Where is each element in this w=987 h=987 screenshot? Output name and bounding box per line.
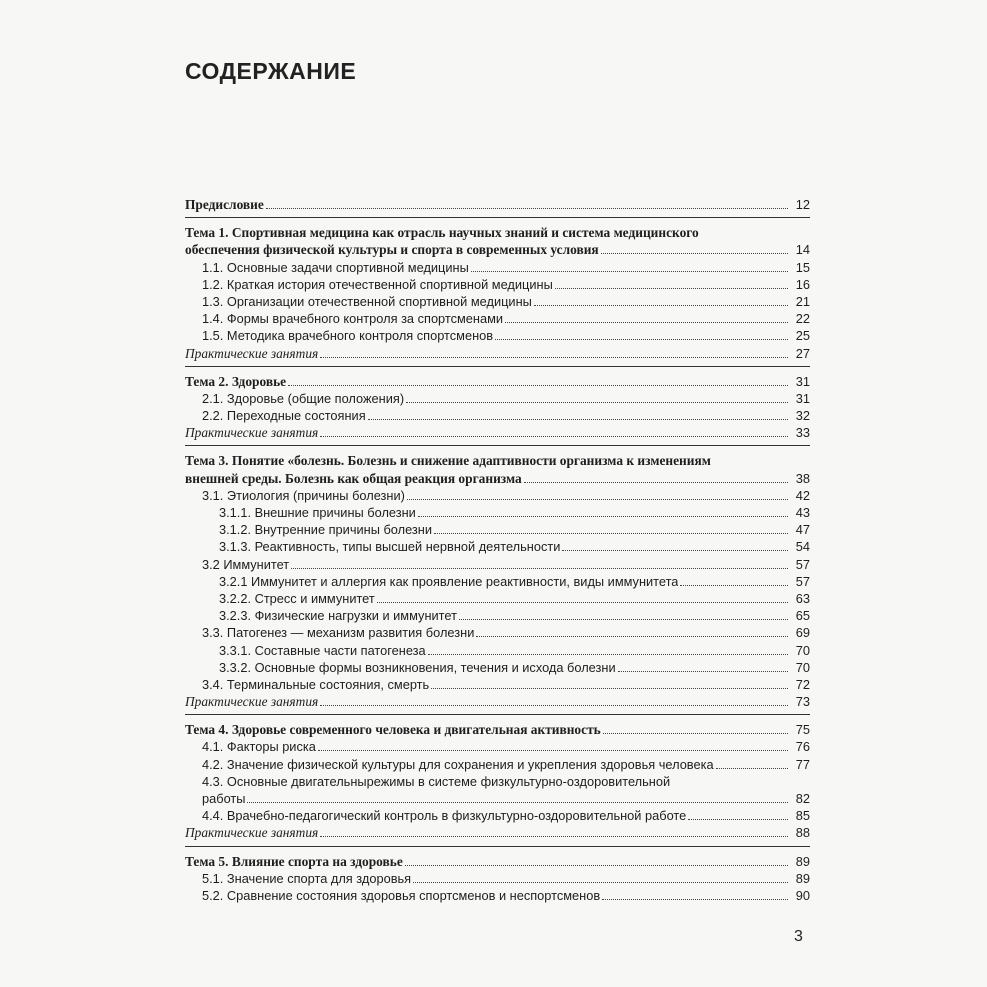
toc-entry-page: 77 xyxy=(795,756,810,772)
dot-leader xyxy=(320,836,788,837)
toc-entry-page: 70 xyxy=(795,642,810,658)
toc-entry-label: 1.5. Методика врачебного контроля спортсменов xyxy=(202,328,494,344)
toc-item xyxy=(185,538,810,555)
dot-leader xyxy=(413,882,788,883)
dot-leader xyxy=(471,271,788,272)
toc-entry-page: 89 xyxy=(795,870,810,886)
section-divider xyxy=(185,217,810,218)
toc-entry-page: 63 xyxy=(795,590,810,606)
toc-item xyxy=(185,790,810,807)
dot-leader xyxy=(716,768,788,769)
toc-entry-label: обеспечения физической культуры и спорта в современных условия xyxy=(185,242,599,258)
dot-leader xyxy=(601,253,788,254)
toc-entry-label: 3.1.3. Реактивность, типы высшей нервной деятельности xyxy=(219,539,561,555)
toc-entry-label: 3.2.2. Стресс и иммунитет xyxy=(219,590,375,606)
dot-leader xyxy=(288,385,788,386)
dot-leader xyxy=(562,550,788,551)
toc-entry-label: 3.4. Терминальные состояния, смерть xyxy=(202,676,430,692)
toc-item xyxy=(185,738,810,755)
toc-entry-page: 12 xyxy=(795,197,810,212)
toc-entry-label: 3.1. Этиология (причины болезни) xyxy=(202,487,405,503)
dot-leader xyxy=(618,671,788,672)
toc-item xyxy=(185,624,810,641)
toc-entry-page: 69 xyxy=(795,625,810,641)
toc-item xyxy=(185,807,810,824)
toc-entry-page: 43 xyxy=(795,505,810,520)
toc-entry-page: 38 xyxy=(795,470,810,486)
toc-item xyxy=(185,887,810,904)
toc-entry-page: 15 xyxy=(795,259,810,275)
toc-practice xyxy=(185,693,810,710)
toc-preface xyxy=(185,196,810,213)
toc-entry-label: 4.3. Основные двигательнырежимы в системе физкультурно-оздоровительной xyxy=(202,773,671,789)
toc-entry-label: 2.2. Переходные состояния xyxy=(202,408,366,424)
toc-practice xyxy=(185,824,810,841)
toc-entry-label: 3.2 Иммунитет xyxy=(202,556,290,572)
dot-leader xyxy=(320,705,788,706)
dot-leader xyxy=(318,750,788,751)
toc-entry-page: 82 xyxy=(795,791,810,806)
toc-entry-page: 25 xyxy=(795,328,810,344)
toc-entry-label: Практические занятия xyxy=(185,345,319,361)
toc-practice xyxy=(185,345,810,362)
toc-item xyxy=(185,259,810,276)
toc-entry-page: 70 xyxy=(795,659,810,675)
dot-leader xyxy=(320,436,788,437)
toc-entry-label: 1.3. Организации отечественной спортивной медицины xyxy=(202,293,532,309)
dot-leader xyxy=(428,654,788,655)
toc-item xyxy=(185,556,810,573)
toc-topic-title xyxy=(185,853,810,870)
toc-entry-label: Тема 1. Спортивная медицина как отрасль научных знаний и система медицинского xyxy=(185,225,699,241)
toc-item xyxy=(185,756,810,773)
toc-entry-label: Тема 4. Здоровье современного человека и двигательная активность xyxy=(185,722,601,738)
dot-leader xyxy=(602,899,788,900)
dot-leader xyxy=(459,619,788,620)
section-divider xyxy=(185,445,810,446)
dot-leader xyxy=(291,568,788,569)
toc-topic-title xyxy=(185,452,810,469)
toc-entry-page: 85 xyxy=(795,808,810,824)
toc-item xyxy=(185,659,810,676)
dot-leader xyxy=(524,482,788,483)
toc-topic-title xyxy=(185,373,810,390)
toc-topic-title xyxy=(185,241,810,258)
toc-practice xyxy=(185,424,810,441)
dot-leader xyxy=(495,339,788,340)
toc-item xyxy=(185,573,810,590)
toc-item xyxy=(185,293,810,310)
toc-item xyxy=(185,407,810,424)
toc-entry-label: 4.4. Врачебно-педагогический контроль в физкультурно-оздоровительной работе xyxy=(202,808,687,824)
toc-item xyxy=(185,642,810,659)
toc-entry-label: 1.2. Краткая история отечественной спортивной медицины xyxy=(202,276,553,292)
toc-entry-page: 73 xyxy=(795,694,810,710)
dot-leader xyxy=(555,288,788,289)
toc-entry-page: 54 xyxy=(795,539,810,555)
toc-entry-label: 5.2. Сравнение состояния здоровья спортсменов и неспортсменов xyxy=(202,887,601,903)
toc-entry-label: 3.3.2. Основные формы возникновения, течения и исхода болезни xyxy=(219,659,616,675)
dot-leader xyxy=(434,533,788,534)
toc-entry-page: 21 xyxy=(795,293,810,309)
toc-entry-label: 4.1. Факторы риска xyxy=(202,739,316,755)
section-divider xyxy=(185,714,810,715)
toc-entry-label: работы xyxy=(202,791,246,806)
dot-leader xyxy=(476,636,788,637)
toc-entry-page: 57 xyxy=(795,573,810,589)
toc-entry-page: 14 xyxy=(795,242,810,258)
toc-entry-label: внешней среды. Болезнь как общая реакция организма xyxy=(185,470,522,486)
toc-entry-label: Тема 5. Влияние спорта на здоровье xyxy=(185,853,403,869)
toc-entry-label: Тема 2. Здоровье xyxy=(185,373,287,389)
section-divider xyxy=(185,846,810,847)
dot-leader xyxy=(406,402,788,403)
toc-item xyxy=(185,870,810,887)
toc-entry-page: 31 xyxy=(795,390,810,406)
toc-entry-label: Практические занятия xyxy=(185,825,319,841)
toc-item xyxy=(185,276,810,293)
section-divider xyxy=(185,366,810,367)
toc-entry-label: 3.3. Патогенез — механизм развития болезни xyxy=(202,625,475,641)
toc-entry-label: 3.1.2. Внутренние причины болезни xyxy=(219,522,433,538)
dot-leader xyxy=(368,419,788,420)
toc-entry-page: 72 xyxy=(795,676,810,692)
toc-entry-label: 3.2.1 Иммунитет и аллергия как проявление реактивности, виды иммунитета xyxy=(219,573,679,589)
toc-entry-page: 16 xyxy=(795,276,810,292)
dot-leader xyxy=(505,322,788,323)
toc-item xyxy=(185,590,810,607)
toc-item xyxy=(185,390,810,407)
dot-leader xyxy=(405,865,788,866)
toc-entry-page: 47 xyxy=(795,522,810,538)
dot-leader xyxy=(431,688,788,689)
page-heading: СОДЕРЖАНИЕ xyxy=(185,58,357,84)
toc-entry-page: 22 xyxy=(795,311,810,327)
dot-leader xyxy=(418,516,788,517)
toc-entry-page: 33 xyxy=(795,425,810,441)
dot-leader xyxy=(320,357,788,358)
toc-item xyxy=(185,504,810,521)
toc-entry-label: Тема 3. Понятие «болезнь. Болезнь и снижение адаптивности организма к изменениям xyxy=(185,453,711,469)
toc-entry-label: Практические занятия xyxy=(185,425,319,441)
toc-entry-page: 90 xyxy=(795,887,810,903)
toc-entry-label: 3.3.1. Составные части патогенеза xyxy=(219,642,426,658)
toc-entry-label: 1.1. Основные задачи спортивной медицины xyxy=(202,259,469,275)
toc-item xyxy=(185,521,810,538)
dot-leader xyxy=(407,499,788,500)
toc-entry-label: 1.4. Формы врачебного контроля за спортсменами xyxy=(202,311,504,327)
page-number: 3 xyxy=(794,928,803,945)
dot-leader xyxy=(377,602,788,603)
dot-leader xyxy=(603,733,788,734)
dot-leader xyxy=(534,305,788,306)
toc-entry-label: 3.2.3. Физические нагрузки и иммунитет xyxy=(219,608,457,624)
toc-entry-page: 42 xyxy=(795,487,810,503)
toc-entry-page: 75 xyxy=(795,722,810,738)
toc-topic-title xyxy=(185,721,810,738)
toc-topic-title xyxy=(185,470,810,487)
dot-leader xyxy=(247,802,788,803)
toc-entry-page: 32 xyxy=(795,408,810,424)
toc-entry-page: 88 xyxy=(795,825,810,841)
toc-entry-label: 2.1. Здоровье (общие положения) xyxy=(202,390,405,406)
dot-leader xyxy=(680,585,788,586)
toc-entry-page: 57 xyxy=(795,556,810,572)
toc-entry-page: 27 xyxy=(795,345,810,361)
toc-entry-label: 4.2. Значение физической культуры для сохранения и укрепления здоровья человека xyxy=(202,756,714,772)
dot-leader xyxy=(688,819,788,820)
toc-entry-page: 31 xyxy=(795,373,810,389)
toc-item xyxy=(185,310,810,327)
toc-topic-title xyxy=(185,224,810,241)
toc-item xyxy=(185,327,810,344)
toc-entry-label: Практические занятия xyxy=(185,694,319,710)
toc-entry-label: 3.1.1. Внешние причины болезни xyxy=(219,505,416,520)
toc-entry-label: 5.1. Значение спорта для здоровья xyxy=(202,870,412,886)
toc-item xyxy=(185,607,810,624)
toc-item xyxy=(185,773,810,790)
table-of-contents xyxy=(185,196,810,904)
toc-item xyxy=(185,676,810,693)
toc-item xyxy=(185,487,810,504)
toc-entry-page: 76 xyxy=(795,739,810,755)
toc-entry-label: Предисловие xyxy=(185,197,264,212)
toc-entry-page: 89 xyxy=(795,853,810,869)
toc-entry-page: 65 xyxy=(795,608,810,624)
dot-leader xyxy=(266,208,788,209)
